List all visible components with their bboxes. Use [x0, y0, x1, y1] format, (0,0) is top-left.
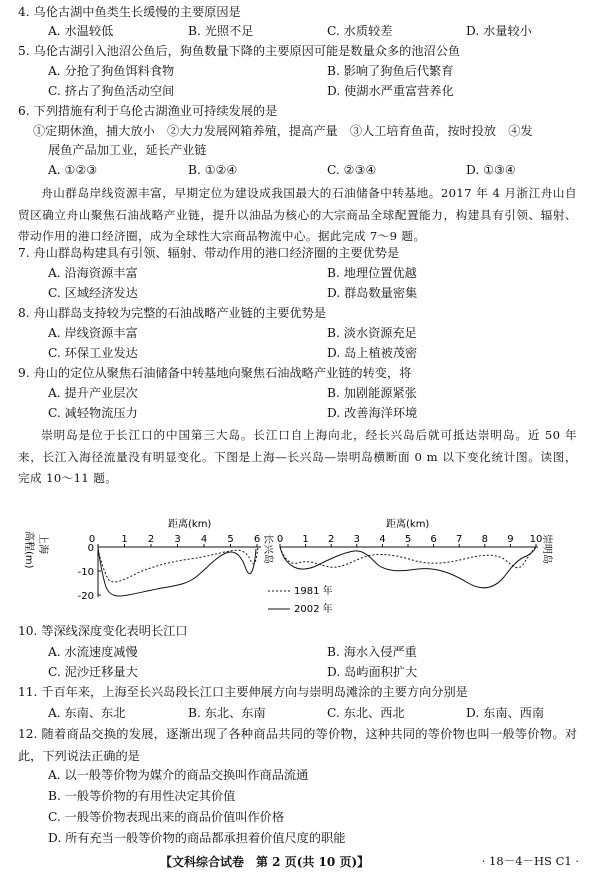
passage-chongming: 崇明岛是位于长江口的中国第三大岛。长江口自上海向北，经长兴岛后就可抵达崇明岛。近 50 年来，长江入海径流量没有明显变化。下图是上海—长兴岛—崇明岛横断面 0 m 以下变化统计图。读图，完成 10～11 题。: [18, 428, 577, 485]
right-x-tick-label: 3: [353, 534, 360, 545]
q5-option-c: C. 挤占了狗鱼活动空间: [48, 84, 175, 98]
right-x-tick-label: 6: [430, 534, 437, 545]
place-changxing: 长兴岛: [262, 534, 273, 564]
question-10-stem: 10. 等深线深度变化表明长江口: [18, 624, 188, 638]
q6-option-d: D. ①③④: [466, 163, 516, 177]
q4-option-c: C. 水质较差: [327, 24, 393, 38]
question-6-measures-cont: 展鱼产品加工业，延长产业链: [48, 143, 207, 157]
q11-option-c: C. 东北、西北: [327, 706, 405, 720]
y-axis-label: 高程(m): [23, 531, 34, 569]
q10-option-d: D. 岛屿面积扩大: [327, 665, 418, 679]
left-x-tick-label: 1: [121, 534, 128, 545]
legend-2002: 2002 年: [294, 604, 333, 615]
q7-option-d: D. 群岛数量密集: [327, 286, 418, 300]
right-x-ticks: [277, 534, 543, 547]
right-x-tick-label: 9: [507, 534, 514, 545]
q7-option-a: A. 沿海资源丰富: [48, 266, 138, 280]
legend-1981: 1981 年: [294, 586, 333, 597]
q6-option-a: A. ①②③: [48, 163, 98, 177]
x-label-right: 距离(km): [386, 519, 430, 530]
passage-zhoushan: 舟山群岛岸线资源丰富，早期定位为建设成我国最大的石油储备中转基地。2017 年 4 月浙江舟山自贸区确立舟山聚焦石油战略产业链，提升以油品为核心的大宗商品全球配置能力，构建具有引领、辐射、带动作用的港口经济圈，成为全球性大宗商品物流中心。据此完成 7～9 题。: [18, 186, 577, 243]
q10-option-a: A. 水流速度减慢: [48, 645, 138, 659]
right-x-tick-label: 4: [379, 534, 386, 545]
place-shanghai: 上海: [37, 534, 48, 554]
q5-option-d: D. 使湖水严重富营养化: [327, 84, 454, 98]
left-x-tick-label: 5: [227, 534, 234, 545]
y-tick-10: -10: [77, 567, 94, 578]
left-x-tick-label: 4: [200, 534, 208, 545]
question-12-stem: 12. 随着商品交换的发展，逐渐出现了各种商品共同的等价物，这种共同的等价物也叫一般等价物。对此，下列说法正确的是: [18, 727, 577, 763]
left-x-ticks: [89, 534, 260, 547]
right-x-tick-label: 2: [328, 534, 335, 545]
q4-option-b: B. 光照不足: [188, 24, 254, 38]
q10-option-c: C. 泥沙迁移量大: [48, 665, 138, 679]
profile-2002-right: [280, 547, 536, 588]
y-tick-20: -20: [77, 591, 94, 602]
left-x-tick-label: 2: [147, 534, 155, 545]
q5-option-a: A. 分抢了狗鱼饵料食物: [48, 64, 175, 78]
place-chongming: 崇明岛: [541, 534, 552, 564]
q12-option-a: A. 以一般等价物为媒介的商品交换叫作商品流通: [48, 768, 309, 782]
question-4-stem: 4. 乌伦古湖中鱼类生长缓慢的主要原因是: [18, 5, 241, 19]
q7-option-b: B. 地理位置优越: [327, 266, 417, 280]
left-x-tick-label: 0: [88, 534, 96, 545]
q9-option-a: A. 提升产业层次: [48, 386, 138, 400]
right-x-tick-label: 10: [529, 534, 543, 545]
right-x-tick-label: 8: [481, 534, 488, 545]
q11-option-b: B. 东北、东南: [188, 706, 266, 720]
q8-option-d: D. 岛上植被茂密: [327, 346, 418, 360]
q8-option-c: C. 环保工业发达: [48, 346, 138, 360]
question-8-stem: 8. 舟山群岛支持较为完整的石油战略产业链的主要优势是: [18, 306, 327, 320]
right-x-tick-label: 5: [404, 534, 412, 545]
q11-option-d: D. 东南、西南: [466, 706, 545, 720]
y-tick-0: 0: [87, 543, 94, 554]
q6-option-b: B. ①②④: [188, 163, 238, 177]
left-x-tick-label: 3: [174, 534, 181, 545]
q6-option-c: C. ②③④: [327, 163, 377, 177]
cross-section-figure: [18, 513, 563, 618]
q9-option-b: B. 加剧能源紧张: [327, 386, 417, 400]
q8-option-b: B. 淡水资源充足: [327, 326, 417, 340]
left-x-tick-label: 6: [253, 534, 261, 545]
footer-page-info: 【文科综合试卷 第 2 页(共 10 页)】: [160, 855, 370, 869]
q5-option-b: B. 影响了狗鱼后代繁育: [327, 64, 454, 78]
q12-option-c: C. 一般等价物表现出来的商品价值叫作价格: [48, 810, 285, 824]
q10-option-b: B. 海水入侵严重: [327, 645, 417, 659]
right-x-tick-label: 0: [276, 534, 284, 545]
footer-code: · 18－4－HS C1 ·: [481, 854, 579, 868]
q4-option-a: A. 水温较低: [48, 24, 114, 38]
right-x-tick-label: 1: [302, 534, 309, 545]
question-6-measures: ①定期休渔，捕大放小 ②大力发展网箱养殖，提高产量 ③人工培育鱼苗，按时投放 ④发: [33, 124, 533, 138]
question-5-stem: 5. 乌伦古湖引入池沼公鱼后，狗鱼数量下降的主要原因可能是数量众多的池沼公鱼: [18, 44, 461, 58]
q9-option-d: D. 改善海洋环境: [327, 406, 418, 420]
question-11-stem: 11. 千百年来，上海至长兴岛段长江口主要伸展方向与崇明岛滩涂的主要方向分别是: [18, 685, 468, 699]
question-9-stem: 9. 舟山的定位从聚焦石油储备中转基地向聚焦石油战略产业链的转变，将: [18, 366, 412, 380]
q12-option-b: B. 一般等价物的有用性决定其价值: [48, 789, 236, 803]
q11-option-a: A. 东南、东北: [48, 706, 126, 720]
profile-2002-left: [98, 548, 256, 596]
question-6-stem: 6. 下列措施有利于乌伦古湖渔业可持续发展的是: [18, 104, 278, 118]
q7-option-c: C. 区域经济发达: [48, 286, 138, 300]
q9-option-c: C. 减轻物流压力: [48, 406, 138, 420]
question-7-stem: 7. 舟山群岛构建具有引领、辐射、带动作用的港口经济圈的主要优势是: [18, 246, 400, 260]
x-label-left: 距离(km): [168, 519, 212, 530]
page-footer: [0, 853, 591, 873]
q4-option-d: D. 水量较小: [466, 24, 532, 38]
q12-option-d: D. 所有充当一般等价物的商品都承担着价值尺度的职能: [48, 831, 346, 845]
q8-option-a: A. 岸线资源丰富: [48, 326, 138, 340]
right-x-tick-label: 7: [456, 534, 463, 545]
